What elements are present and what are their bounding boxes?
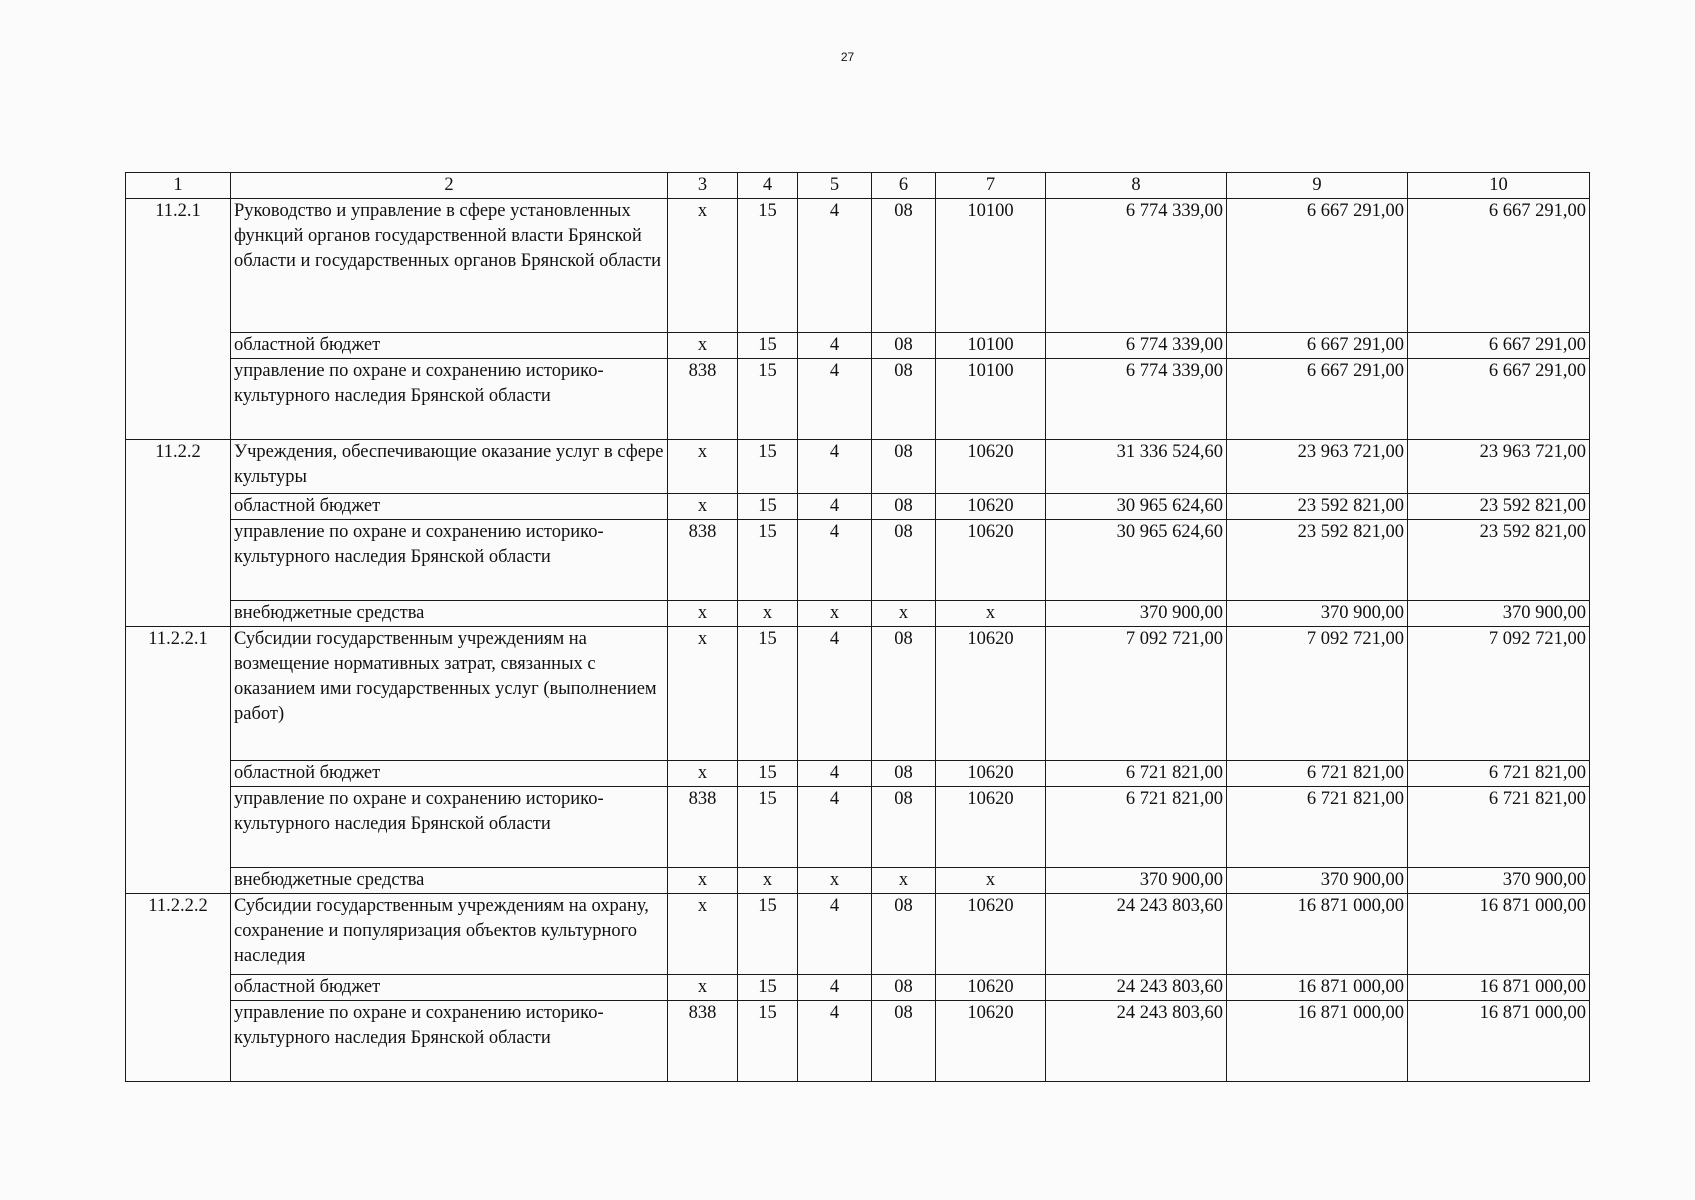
cell-c9: 23 592 821,00 [1227,520,1408,601]
cell-c10: 6 721 821,00 [1408,761,1590,787]
col-header: 6 [872,173,936,199]
cell-c3: х [668,761,738,787]
cell-c9: 6 721 821,00 [1227,761,1408,787]
cell-c4: 15 [738,494,798,520]
cell-c5: 4 [798,627,872,761]
cell-c7: 10100 [936,199,1046,333]
cell-c4: 15 [738,894,798,975]
cell-c3: х [668,494,738,520]
cell-c7: 10100 [936,359,1046,440]
cell-c9: 6 667 291,00 [1227,199,1408,333]
table-row [126,787,1590,868]
col-header: 7 [936,173,1046,199]
col-header: 1 [126,173,231,199]
col-header: 9 [1227,173,1408,199]
cell-c3: х [668,333,738,359]
table-row [126,333,1590,359]
cell-c6: 08 [872,894,936,975]
cell-c10: 6 667 291,00 [1408,359,1590,440]
col-header: 5 [798,173,872,199]
table-body [126,173,1590,1082]
cell-c3: х [668,440,738,494]
cell-c7: 10620 [936,761,1046,787]
cell-c5: 4 [798,1001,872,1082]
cell-c9: 370 900,00 [1227,601,1408,627]
cell-c9: 16 871 000,00 [1227,975,1408,1001]
cell-c7: х [936,868,1046,894]
cell-c4: 15 [738,1001,798,1082]
cell-c5: 4 [798,333,872,359]
col-header: 8 [1046,173,1227,199]
table-row [126,894,1590,975]
cell-c4: х [738,601,798,627]
cell-c3: х [668,868,738,894]
cell-c8: 370 900,00 [1046,601,1227,627]
row-name: областной бюджет [231,761,668,787]
cell-c5: 4 [798,975,872,1001]
cell-c4: х [738,868,798,894]
row-name: областной бюджет [231,975,668,1001]
cell-c8: 24 243 803,60 [1046,975,1227,1001]
cell-c8: 24 243 803,60 [1046,1001,1227,1082]
cell-c3: х [668,975,738,1001]
row-name: Руководство и управление в сфере установленных функций органов государственной власти Брянской области и государственных органов Брянской области [231,199,668,333]
cell-c4: 15 [738,199,798,333]
cell-c5: 4 [798,761,872,787]
col-header: 2 [231,173,668,199]
cell-c4: 15 [738,520,798,601]
cell-c3: 838 [668,359,738,440]
cell-c5: 4 [798,199,872,333]
cell-c8: 7 092 721,00 [1046,627,1227,761]
cell-c6: 08 [872,1001,936,1082]
row-code: 11.2.1 [126,199,231,440]
cell-c8: 6 774 339,00 [1046,199,1227,333]
table-row [126,359,1590,440]
row-name: областной бюджет [231,494,668,520]
row-name: управление по охране и сохранению историко-культурного наследия Брянской области [231,787,668,868]
row-code: 11.2.2.1 [126,627,231,894]
row-code: 11.2.2.2 [126,894,231,1082]
cell-c6: 08 [872,199,936,333]
cell-c7: 10620 [936,787,1046,868]
row-name: внебюджетные средства [231,601,668,627]
cell-c5: 4 [798,520,872,601]
table-row [126,199,1590,333]
col-header: 4 [738,173,798,199]
cell-c10: 16 871 000,00 [1408,975,1590,1001]
table-row [126,975,1590,1001]
cell-c10: 16 871 000,00 [1408,894,1590,975]
cell-c7: 10620 [936,520,1046,601]
cell-c8: 6 721 821,00 [1046,787,1227,868]
row-code: 11.2.2 [126,440,231,627]
cell-c7: 10620 [936,440,1046,494]
cell-c6: 08 [872,761,936,787]
cell-c8: 370 900,00 [1046,868,1227,894]
cell-c7: 10620 [936,627,1046,761]
row-name: управление по охране и сохранению историко-культурного наследия Брянской области [231,359,668,440]
cell-c8: 6 774 339,00 [1046,333,1227,359]
cell-c3: 838 [668,787,738,868]
cell-c7: 10620 [936,1001,1046,1082]
cell-c4: 15 [738,440,798,494]
cell-c10: 16 871 000,00 [1408,1001,1590,1082]
cell-c9: 6 667 291,00 [1227,359,1408,440]
cell-c10: 23 592 821,00 [1408,520,1590,601]
cell-c5: 4 [798,494,872,520]
cell-c8: 30 965 624,60 [1046,520,1227,601]
cell-c8: 6 774 339,00 [1046,359,1227,440]
cell-c8: 6 721 821,00 [1046,761,1227,787]
table-row [126,520,1590,601]
col-header: 10 [1408,173,1590,199]
cell-c9: 6 721 821,00 [1227,787,1408,868]
cell-c7: 10100 [936,333,1046,359]
cell-c4: 15 [738,975,798,1001]
cell-c8: 30 965 624,60 [1046,494,1227,520]
cell-c4: 15 [738,333,798,359]
cell-c10: 23 592 821,00 [1408,494,1590,520]
cell-c5: 4 [798,359,872,440]
cell-c7: х [936,601,1046,627]
row-name: управление по охране и сохранению историко-культурного наследия Брянской области [231,1001,668,1082]
cell-c4: 15 [738,761,798,787]
cell-c6: 08 [872,975,936,1001]
cell-c3: х [668,601,738,627]
cell-c8: 24 243 803,60 [1046,894,1227,975]
cell-c3: х [668,894,738,975]
header-row [126,173,1590,199]
cell-c10: 6 667 291,00 [1408,333,1590,359]
table-row [126,1001,1590,1082]
cell-c4: 15 [738,359,798,440]
cell-c9: 370 900,00 [1227,868,1408,894]
table-row [126,761,1590,787]
cell-c9: 16 871 000,00 [1227,1001,1408,1082]
cell-c9: 23 592 821,00 [1227,494,1408,520]
cell-c3: х [668,199,738,333]
budget-table [125,172,1590,1082]
table-row [126,440,1590,494]
cell-c10: 370 900,00 [1408,601,1590,627]
table-row [126,627,1590,761]
cell-c6: 08 [872,627,936,761]
cell-c3: 838 [668,1001,738,1082]
table-row [126,868,1590,894]
cell-c6: 08 [872,494,936,520]
row-name: Учреждения, обеспечивающие оказание услуг в сфере культуры [231,440,668,494]
cell-c7: 10620 [936,975,1046,1001]
cell-c3: х [668,627,738,761]
cell-c3: 838 [668,520,738,601]
cell-c5: х [798,868,872,894]
cell-c9: 7 092 721,00 [1227,627,1408,761]
cell-c9: 16 871 000,00 [1227,894,1408,975]
cell-c5: х [798,601,872,627]
row-name: Субсидии государственным учреждениям на возмещение нормативных затрат, связанных с оказанием ими государственных услуг (выполнением работ) [231,627,668,761]
cell-c6: 08 [872,520,936,601]
cell-c6: 08 [872,440,936,494]
cell-c5: 4 [798,787,872,868]
table-row [126,601,1590,627]
cell-c5: 4 [798,440,872,494]
row-name: Субсидии государственным учреждениям на охрану, сохранение и популяризация объектов культурного наследия [231,894,668,975]
cell-c10: 23 963 721,00 [1408,440,1590,494]
cell-c8: 31 336 524,60 [1046,440,1227,494]
cell-c10: 7 092 721,00 [1408,627,1590,761]
cell-c6: 08 [872,333,936,359]
row-name: управление по охране и сохранению историко-культурного наследия Брянской области [231,520,668,601]
cell-c7: 10620 [936,494,1046,520]
cell-c6: 08 [872,359,936,440]
page-number: 27 [840,50,855,64]
row-name: областной бюджет [231,333,668,359]
cell-c10: 6 721 821,00 [1408,787,1590,868]
col-header: 3 [668,173,738,199]
cell-c6: х [872,601,936,627]
cell-c4: 15 [738,627,798,761]
cell-c10: 6 667 291,00 [1408,199,1590,333]
cell-c6: х [872,868,936,894]
table-row [126,494,1590,520]
cell-c4: 15 [738,787,798,868]
cell-c9: 23 963 721,00 [1227,440,1408,494]
cell-c6: 08 [872,787,936,868]
row-name: внебюджетные средства [231,868,668,894]
cell-c5: 4 [798,894,872,975]
cell-c10: 370 900,00 [1408,868,1590,894]
cell-c9: 6 667 291,00 [1227,333,1408,359]
cell-c7: 10620 [936,894,1046,975]
